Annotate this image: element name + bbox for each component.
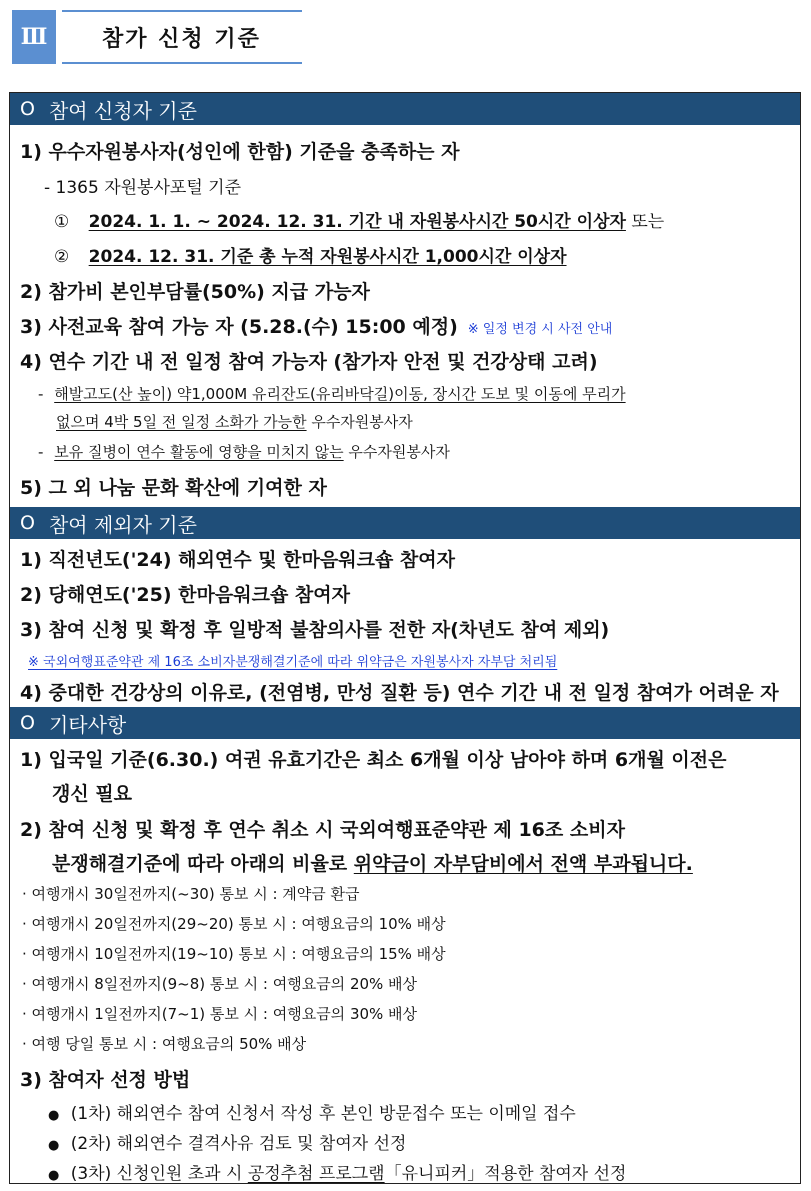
bar-title: 기타사항: [48, 712, 127, 737]
bar-marker-icon: O: [20, 712, 35, 734]
criteria-box: [9, 92, 801, 1184]
fee-item: · 여행개시 1일전까지(7~1) 통보 시 : 여행요금의 30% 배상: [22, 1005, 418, 1023]
bar-applicant-criteria: [10, 93, 800, 125]
s3-item-2-line1: 2) 참여 신청 및 확정 후 연수 취소 시 국외여행표준약관 제 16조 소비자: [20, 819, 625, 841]
s1-item-1a: [54, 207, 664, 232]
s2-item-1: 1) 직전년도('24) 해외연수 및 한마음워크숍 참여자: [20, 549, 455, 571]
s1-item-1b-text: 2024. 12. 31. 기준 총 누적 자원봉사시간 1,000시간 이상자: [88, 247, 567, 267]
s3-item-1-line1: 1) 입국일 기준(6.30.) 여권 유효기간은 최소 6개월 이상 남아야 하며 6개월 이전은: [20, 749, 727, 771]
bar-marker-icon: O: [20, 512, 35, 534]
bar-other-matters: [10, 707, 800, 739]
s1-item-3-note: ※ 일정 변경 시 사전 안내: [467, 322, 613, 337]
section-title-wrap: [62, 10, 302, 64]
fee-item: · 여행개시 8일전까지(9~8) 통보 시 : 여행요금의 20% 배상: [22, 975, 418, 993]
dash: -: [38, 443, 44, 461]
fee-item: · 여행 당일 통보 시 : 여행요금의 50% 배상: [22, 1035, 307, 1053]
selection-step: [48, 1159, 626, 1184]
s1-item-1-sub: - 1365 자원봉사포털 기준: [44, 178, 241, 198]
s2-item-3: 3) 참여 신청 및 확정 후 일방적 불참의사를 전한 자(차년도 참여 제외): [20, 619, 610, 641]
s1-item-4b-tail: 우수자원봉사자: [343, 443, 450, 461]
s1-item-3-text: 3) 사전교육 참여 가능 자 (5.28.(수) 15:00 예정): [20, 316, 458, 338]
section-header: [12, 10, 302, 64]
selection-step: [48, 1129, 406, 1154]
dash: -: [38, 385, 44, 403]
s2-item-2: 2) 당해연도('25) 한마음워크숍 참여자: [20, 584, 350, 606]
selection-step-text-b: 「유니피커」적용한 참여자 선정: [384, 1164, 627, 1184]
s1-item-4a-line1: [38, 383, 626, 404]
s1-item-3: [20, 312, 612, 339]
s1-item-1b: [54, 242, 567, 267]
circled-number: ②: [54, 247, 70, 267]
s1-item-4a-line2-tail: 우수자원봉사자: [306, 413, 413, 431]
s3-item-2-line2: [52, 849, 693, 876]
bullet-icon: ●: [48, 1108, 60, 1123]
selection-step-text-a: (3차) 신청인원 초과 시: [70, 1164, 248, 1184]
s3-item-3: 3) 참여자 선정 방법: [20, 1069, 191, 1091]
bar-title: 참여 제외자 기준: [48, 512, 197, 537]
s2-item-4: 4) 중대한 건강상의 이유로, (전염병, 만성 질환 등) 연수 기간 내 전 일정 참여가 어려운 자: [20, 682, 779, 704]
bar-marker-icon: O: [20, 98, 35, 120]
fee-item: · 여행개시 10일전까지(19~10) 통보 시 : 여행요금의 15% 배상: [22, 945, 446, 963]
s1-item-4a-text: 해발고도(산 높이) 약1,000M 유리잔도(유리바닥길)이동, 장시간 도보 및 이동에 무리가: [54, 385, 626, 403]
fee-item: · 여행개시 20일전까지(29~20) 통보 시 : 여행요금의 10% 배상: [22, 915, 446, 933]
s1-item-1: 1) 우수자원봉사자(성인에 한함) 기준을 충족하는 자: [20, 141, 460, 163]
circled-number: ①: [54, 212, 70, 232]
s1-item-4b: [38, 441, 450, 462]
bar-title: 참여 신청자 기준: [48, 98, 197, 123]
s2-item-3-note: ※ 국외여행표준약관 제 16조 소비자분쟁해결기준에 따라 위약금은 자원봉사자 자부담 처리됨: [28, 655, 558, 670]
s1-item-4b-underlined: 보유 질병이 연수 활동에 영향을 미치지 않는: [54, 443, 344, 461]
bullet-icon: ●: [48, 1138, 60, 1153]
s1-item-1a-tail: 또는: [625, 212, 665, 232]
section-number: Ⅲ: [12, 10, 56, 64]
selection-step-text: (2차) 해외연수 결격사유 검토 및 참여자 선정: [70, 1134, 407, 1154]
s1-item-4a-line2: [56, 411, 413, 432]
bullet-icon: ●: [48, 1168, 60, 1183]
s3-item-2-line2-text: 분쟁해결기준에 따라 아래의 비율로: [52, 853, 354, 875]
selection-step: [48, 1099, 576, 1124]
s1-item-2: 2) 참가비 본인부담률(50%) 지급 가능자: [20, 281, 370, 303]
s1-item-1a-text: 2024. 1. 1. ~ 2024. 12. 31. 기간 내 자원봉사시간 50시간 이상자: [88, 212, 626, 232]
s1-item-4a-line2-underlined: 없으며 4박 5일 전 일정 소화가 가능한: [56, 413, 307, 431]
s3-item-1-line2: 갱신 필요: [52, 783, 133, 805]
section-title: 참가 신청 기준: [102, 26, 261, 52]
fee-item: · 여행개시 30일전까지(~30) 통보 시 : 계약금 환급: [22, 885, 360, 903]
s1-item-4: 4) 연수 기간 내 전 일정 참여 가능자 (참가자 안전 및 건강상태 고려): [20, 351, 598, 373]
bar-exclusion-criteria: [10, 507, 800, 539]
s1-item-5: 5) 그 외 나눔 문화 확산에 기여한 자: [20, 477, 327, 499]
selection-step-text: (1차) 해외연수 참여 신청서 작성 후 본인 방문접수 또는 이메일 접수: [70, 1104, 576, 1124]
selection-step-text-underlined: 공정추첨 프로그램: [247, 1164, 385, 1184]
s3-item-2-line2-underlined: 위약금이 자부담비에서 전액 부과됩니다.: [353, 853, 693, 875]
